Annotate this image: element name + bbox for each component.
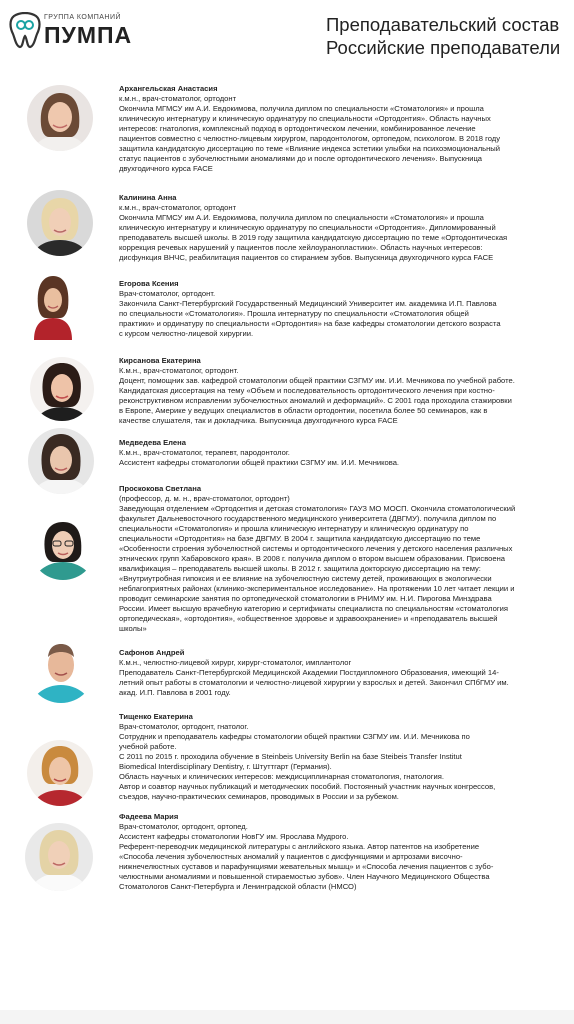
logo-name: ПУМПА — [44, 22, 133, 48]
teacher-line: Преподаватель Санкт-Петербургской Медицинской Академии Постдипломного Образования, имеющий 14- — [119, 668, 499, 677]
teacher-photo — [27, 740, 93, 806]
teacher-line: «Внутриутробная гипоксия и ее влияние на зубочелюстную систему детей, проживающих в экологически — [119, 574, 492, 583]
title-line-2: Российские преподаватели — [326, 37, 561, 58]
teacher-info — [119, 712, 571, 802]
teacher-line: интересов: гнатология, комплексный подход в ортодонтическом лечении, комбинированное лечение — [119, 124, 476, 133]
teacher-line: Стоматологов Санкт-Петербурга и Ленинградской области (НМСО) — [119, 882, 357, 891]
teacher-line: клиническую интернатуру и клиническую ординатуру по специальности «Ортодонтия». Область научных — [119, 114, 491, 123]
teacher-line: челюстными аномалиями и повышенной стираемостью зубов». Член Научного Медицинского Общества — [119, 872, 490, 881]
teacher-name: Егорова Ксения — [119, 279, 179, 288]
teacher-line: дисфункция ВНЧС, реабилитация пациентов со стиранием зубов. Выпускница двухгодичного курса FACE — [119, 253, 494, 262]
teacher-name: Сафонов Андрей — [119, 648, 185, 657]
teacher-line: Автор и соавтор научных публикаций и методических пособий. Постоянный участник научных конгрессов, — [119, 782, 496, 791]
teacher-info — [119, 279, 571, 339]
teacher-info — [119, 193, 571, 263]
teacher-line: защитила кандидатскую диссертацию по теме «Влияние индекса эстетики улыбки на психоэмоциональный — [119, 144, 500, 153]
teacher-line: Кандидатская диссертация на тему «Объем и последовательность ортодонтического лечения при костно- — [119, 386, 495, 395]
teacher-line: Ассистент кафедры стоматологии общей практики СЗГМУ им. И.И. Мечникова. — [119, 458, 400, 467]
teacher-info — [119, 356, 571, 426]
teacher-line: Biomedical Interdisciplinary Dentistry, г. Штуттгарт (Германия). — [119, 762, 332, 771]
header — [0, 0, 574, 70]
teacher-line: специальности «Ортодонтия» на базе ДВГМУ. В 2004 г. защитила кандидатскую диссертацию по теме — [119, 534, 481, 543]
teacher-photo — [30, 514, 96, 580]
teacher-line: «Особенности строения зубочелюстной системы и ортодонтического лечения у детского населения различных — [119, 544, 513, 553]
tooth-logo-icon — [8, 12, 42, 50]
teacher-line: реконструктивном исправлении зубочелюстных аномалий и деформаций». С 2001 года проходила стажировки — [119, 396, 512, 405]
teacher-photo — [27, 635, 95, 703]
teacher-photo — [27, 85, 93, 151]
teacher-name: Медведева Елена — [119, 438, 186, 447]
teacher-line: С 2011 по 2015 г. проходила обучение в Steinbeis University Berlin на базе Steibeis Transfer Institut — [119, 752, 462, 761]
teacher-line: специальности «Стоматология» и прошла клиническую интернатуру и клиническую ординатуру по — [119, 524, 469, 533]
teacher-name: Калинина Анна — [119, 193, 177, 202]
teacher-line: съездов, научно-практических семинаров, проводимых в России и за рубежом. — [119, 792, 399, 801]
teacher-line: квалификация – преподаватель высшей школы. В 2012 г. защитила докторскую диссертацию на тему: — [119, 564, 481, 573]
teacher-line: качестве слушателя, так и докладчика. Выпускница двухгодичного курса FACE — [119, 416, 398, 425]
teacher-name: Кирсанова Екатерина — [119, 356, 201, 365]
teacher-line: коррекция речевых нарушений у пациентов после хейлоуранопластики». Область научных интересов: — [119, 243, 483, 252]
teacher-photo — [28, 272, 78, 340]
page-title — [326, 13, 560, 59]
teacher-line: «Способа лечения зубочелюстных аномалий у пациентов с дисфункциями и артрозами височно- — [119, 852, 463, 861]
teacher-photo — [28, 428, 94, 494]
teacher-line: Врач-стоматолог, ортодонт, ортопед. — [119, 822, 248, 831]
teacher-line: двухгодичного курса FACE — [119, 164, 213, 173]
teacher-photo — [27, 190, 93, 256]
teacher-line: Окончила МГМСУ им А.И. Евдокимова, получила диплом по специальности «Стоматология» и прошла — [119, 104, 484, 113]
teacher-line: Референт-переводчик медицинской литературы с английского языка. Автор патентов на изобретение — [119, 842, 480, 851]
teacher-line: к.м.н., врач-стоматолог, ортодонт — [119, 94, 237, 103]
teacher-line: факультет Дальневосточного государственного медицинского университета (ДВГМУ). получила диплом по — [119, 514, 497, 523]
teacher-info — [119, 84, 571, 174]
teacher-line: школы» — [119, 624, 147, 633]
teacher-line: (профессор, д. м. н., врач-стоматолог, ортодонт) — [119, 494, 290, 503]
teacher-line: нижнечелюстных суставов и парафункциями жевательных мышц» и «Способа лечения пациентов с зубо- — [119, 862, 494, 871]
teacher-info — [119, 812, 571, 892]
teacher-name: Проскокова Светлана — [119, 484, 202, 493]
teacher-line: учебной работе. — [119, 742, 177, 751]
teacher-info — [119, 648, 571, 698]
title-line-1: Преподавательский состав — [326, 14, 560, 35]
teacher-line: по специальности «Стоматология». Прошла интернатуру по специальности «Стоматология общей — [119, 309, 469, 318]
teacher-line: этнических групп Хабаровского края». В 2008 г. получила диплом о втором высшем образовании. Присвоена — [119, 554, 506, 563]
teacher-line: проводит семинарские занятия по ортопедической стоматологии в РНИМУ им. Н.И. Пирогова Минздрава — [119, 594, 492, 603]
teacher-line: статус пациентов с зубочелюстными аномалиями до и после ортодонтического лечения». Выпускница — [119, 154, 483, 163]
teacher-line: клиническую интернатуру и клиническую ординатуру по специальности «Ортодонтия». Дипломированный — [119, 223, 496, 232]
teacher-line: в Европе, Америке у ведущих специалистов в области ортодонтии, посетила более 50 семинаров, как в — [119, 406, 488, 415]
teacher-line: акад. И.П. Павлова в 2001 году. — [119, 688, 231, 697]
teacher-line: ортопедическая», «ортодонтия», «общественное здоровье и здравоохранение» и «преподаватель высшей — [119, 614, 498, 623]
teacher-name: Тищенко Екатерина — [119, 712, 193, 721]
teacher-line: К.м.н., врач-стоматолог, терапевт, пародонтолог. — [119, 448, 290, 457]
teacher-name: Архангельская Анастасия — [119, 84, 218, 93]
teacher-line: с курсом челюстно-лицевой хирургии. — [119, 329, 254, 338]
teacher-line: Ассистент кафедры стоматологии НовГУ им. Ярослава Мудрого. — [119, 832, 349, 841]
teacher-line: Область научных и клинических интересов: междисциплинарная стоматология, гнатология. — [119, 772, 444, 781]
teacher-line: Закончила Санкт-Петербургский Государственный Медицинский Университет им. академика И.П. Павлова — [119, 299, 497, 308]
teacher-line: пациентов совместно с челюстно-лицевым хирургом, пародонтологом, ортопедом, психологом. В 2018 году — [119, 134, 501, 143]
teacher-line: к.м.н., врач-стоматолог, ортодонт — [119, 203, 237, 212]
teacher-line: К.м.н., челюстно-лицевой хирург, хирург-стоматолог, имплантолог — [119, 658, 352, 667]
teacher-info — [119, 484, 571, 634]
teacher-info — [119, 438, 571, 468]
teacher-line: летний опыт работы в стоматологии и челюстно-лицевой хирургии у взрослых и детей. Закончил СПбГМУ им. — [119, 678, 509, 687]
teacher-line: Заведующая отделением «Ортодонтия и детская стоматология» ГАУЗ МО МОСП. Окончила стоматологический — [119, 504, 516, 513]
teacher-line: Сотрудник и преподаватель кафедры стоматологии общей практики СЗГМУ им. И.И. Мечникова по — [119, 732, 470, 741]
teacher-line: Врач-стоматолог, ортодонт. — [119, 289, 216, 298]
page-bottom-strip — [0, 1010, 574, 1024]
teacher-line: неблагоприятных районах (клинико-экспериментальное исследование». На протяжении 10 лет читает лекции и — [119, 584, 515, 593]
teacher-line: России. Имеет высшую врачебную категорию и сертификаты специалиста по специальностям «стоматология — [119, 604, 509, 613]
logo-subtitle: ГРУППА КОМПАНИЙ — [44, 14, 122, 21]
teacher-line: практики» и ординатуру по специальности «Ортодонтия» на базе кафедры стоматологии детского возраста — [119, 319, 501, 328]
teacher-name: Фадеева Мария — [119, 812, 179, 821]
teacher-line: К.м.н., врач-стоматолог, ортодонт. — [119, 366, 239, 375]
teacher-line: Доцент, помощник зав. кафедрой стоматологии общей практики СЗГМУ им. И.И. Мечникова по учебной работе. — [119, 376, 515, 385]
company-logo — [8, 12, 133, 58]
teacher-line: преподаватель высшей школы. В 2019 году защитила кандидатскую диссертацию по теме «Ортодонтическая — [119, 233, 508, 242]
teacher-photo — [30, 357, 94, 421]
teacher-line: Окончила МГМСУ им А.И. Евдокимова, получила диплом по специальности «Стоматология» и прошла — [119, 213, 484, 222]
teacher-line: Врач-стоматолог, ортодонт, гнатолог. — [119, 722, 249, 731]
teacher-photo — [25, 823, 93, 891]
